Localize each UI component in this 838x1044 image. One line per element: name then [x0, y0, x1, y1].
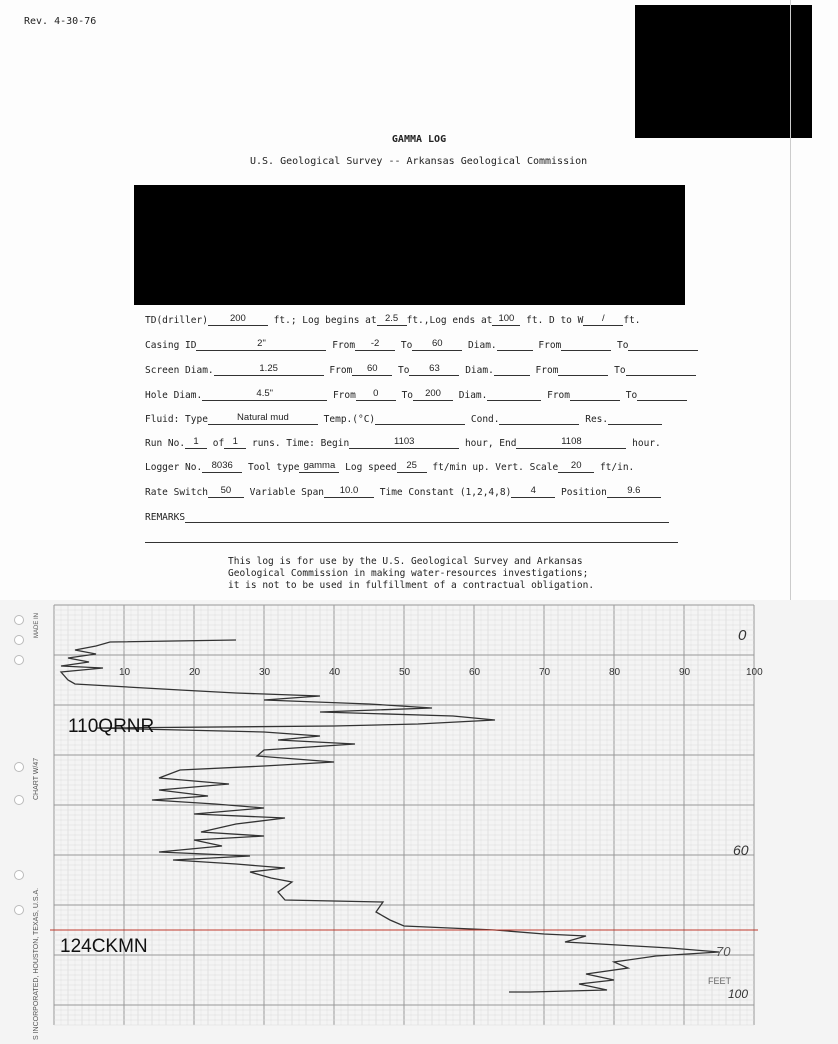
x-tick-label: 40	[329, 667, 341, 678]
depth-label-100: 100	[728, 987, 749, 1001]
x-tick-label: 80	[609, 667, 621, 678]
binder-hole	[14, 615, 24, 625]
feet-label: FEET	[708, 976, 732, 986]
x-tick-label: 60	[469, 667, 481, 678]
form-row-screen: Screen Diam. 1.25 From 60 To 63 Diam. From To	[145, 363, 696, 377]
casing-value: 2"	[196, 338, 326, 351]
binder-hole	[14, 635, 24, 645]
usage-notice: This log is for use by the U.S. Geological Survey and Arkansas Geological Commission in making water-resources investigations; it is not to be used in fulfillment of a contractual obligation.	[228, 556, 595, 591]
form-row-fluid: Fluid: Type Natural mud Temp.(°C) Cond. Res.	[145, 412, 662, 426]
x-tick-label: 20	[189, 667, 201, 678]
form-row-casing: Casing ID 2" From -2 To 60 Diam. From To	[145, 338, 698, 352]
made-in-label: MADE IN	[34, 612, 40, 638]
chart-x-ticks	[119, 667, 763, 678]
redaction-box-main	[134, 185, 685, 305]
td-value: 200	[208, 313, 268, 326]
screen-value: 1.25	[214, 363, 324, 376]
depth-label-60: 60	[733, 842, 749, 858]
binder-hole	[14, 905, 24, 915]
binder-hole	[14, 870, 24, 880]
chart-number-label: CHART W/47	[33, 757, 40, 800]
printer-label: S INCORPORATED, HOUSTON, TEXAS, U.S.A.	[33, 887, 40, 1040]
d-to-w-value: /	[583, 313, 623, 326]
x-tick-label: 30	[259, 667, 271, 678]
x-tick-label: 70	[539, 667, 551, 678]
log-ends-value: 100	[492, 313, 520, 326]
form-row-run: Run No. 1 of 1 runs. Time: Begin 1103 hour, End 1108 hour.	[145, 436, 661, 449]
x-tick-label: 10	[119, 667, 131, 678]
x-tick-label: 90	[679, 667, 691, 678]
x-tick-label: 100	[746, 667, 763, 678]
form-row-rate: Rate Switch 50 Variable Span 10.0 Time Constant (1,2,4,8) 4 Position 9.6	[145, 485, 661, 499]
document-subtitle: U.S. Geological Survey -- Arkansas Geological Commission	[250, 156, 588, 167]
gamma-log-chart	[0, 600, 838, 1044]
depth-label-0: 0	[738, 627, 747, 644]
binder-hole	[14, 762, 24, 772]
form-row-td: TD(driller) 200 ft.; Log begins at 2.5 ft.,Log ends at 100 ft. D to W / ft.	[145, 313, 641, 326]
revision-label: Rev. 4-30-76	[24, 16, 97, 27]
redaction-box-top-right	[635, 5, 812, 138]
overlay-label-upper: 110QRNR	[68, 716, 155, 737]
form-row-hole: Hole Diam. 4.5" From 0 To 200 Diam. From To	[145, 388, 687, 402]
overlay-label-lower: 124CKMN	[60, 936, 148, 957]
hole-value: 4.5"	[202, 388, 327, 401]
x-tick-label: 50	[399, 667, 411, 678]
form-row-logger: Logger No. 8036 Tool type gamma Log speed 25 ft/min up. Vert. Scale 20 ft/in.	[145, 460, 635, 473]
document-title: GAMMA LOG	[391, 134, 447, 145]
fluid-value: Natural mud	[208, 412, 318, 425]
binder-hole	[14, 795, 24, 805]
form-row-remarks: REMARKS	[145, 510, 669, 524]
remarks-line-2	[145, 542, 678, 543]
log-begins-value: 2.5	[377, 313, 407, 326]
binder-hole	[14, 655, 24, 665]
depth-label-70: 70	[716, 944, 731, 959]
